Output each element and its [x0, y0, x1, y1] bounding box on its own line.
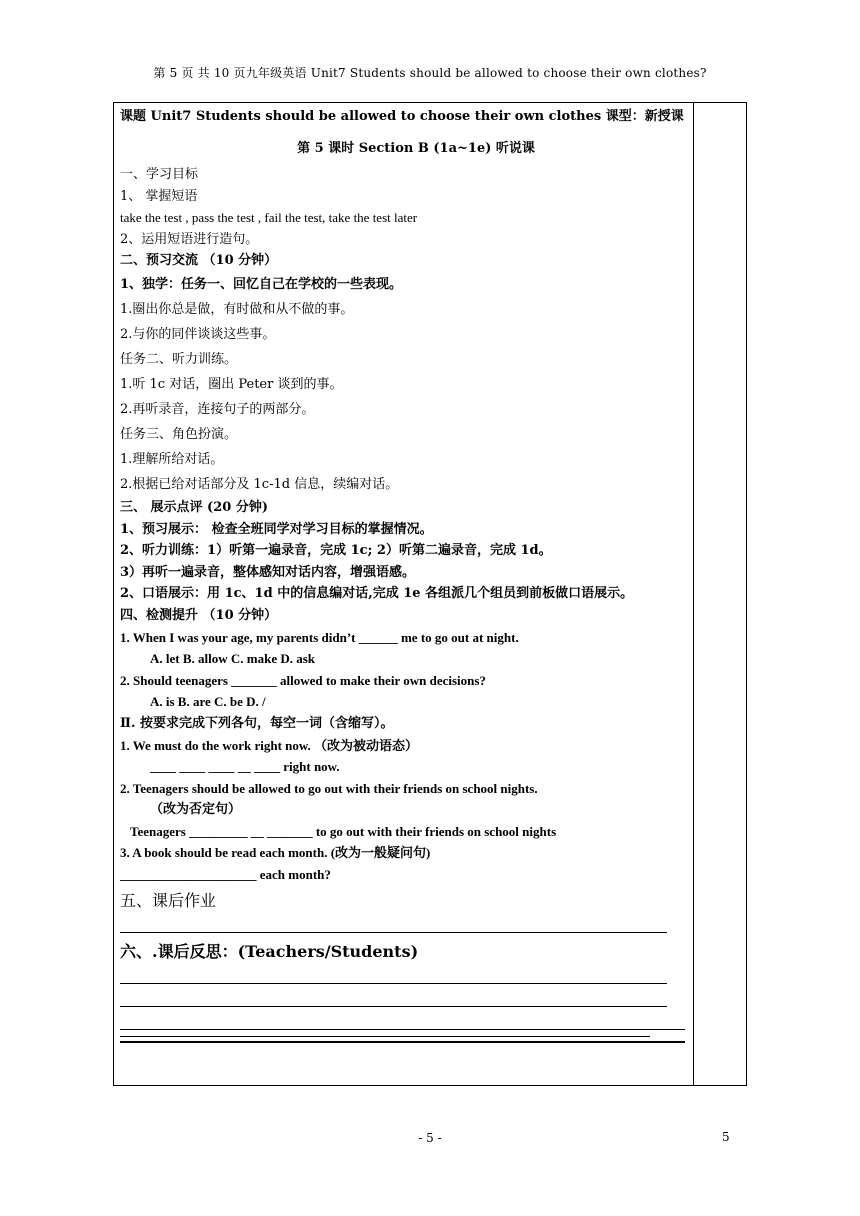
- rewrite-2-blank: Teenagers _________ __ _______ to go out with their friends on school nights: [130, 823, 557, 839]
- show-heading: 三、 展示点评 (20 分钟): [120, 499, 268, 515]
- lesson-subtitle: 第 5 课时 Section B (1a~1e) 听说课: [297, 141, 535, 156]
- question-2-options: A. is B. are C. be D. /: [150, 694, 266, 710]
- question-1-options: A. let B. allow C. make D. ask: [150, 651, 316, 667]
- lesson-content: [120, 104, 692, 1046]
- rewrite-1-blank: ____ ____ ____ __ ____ right now.: [150, 759, 340, 775]
- task2-item1: 1.听 1c 对话，圈出 Peter 谈到的事。: [120, 376, 343, 392]
- rewrite-2-note: （改为否定句）: [150, 802, 242, 818]
- question-1: 1. When I was your age, my parents didn’t ______ me to go out at night.: [120, 629, 519, 645]
- task3-item1: 1.理解所给对话。: [120, 451, 224, 467]
- question-2: 2. Should teenagers _______ allowed to make their own decisions?: [120, 672, 486, 688]
- page-header: 第 5 页 共 10 页九年级英语 Unit7 Students should be allowed to choose their own clothes?: [153, 66, 707, 80]
- show-item1: 1、预习展示： 检查全班同学对学习目标的掌握情况。: [120, 521, 433, 537]
- reflection-line: [120, 965, 692, 988]
- reflection-end-rule: [120, 1034, 692, 1046]
- goals-heading: 一、学习目标: [120, 167, 199, 182]
- table-column-divider: [693, 102, 694, 1086]
- lesson-title: 课题 Unit7 Students should be allowed to choose their own clothes 课型：新授课: [120, 109, 684, 124]
- show-item2: 2、听力训练：1）听第一遍录音，完成 1c; 2）听第二遍录音，完成 1d。: [120, 543, 552, 559]
- task3-item2: 2.根据已给对话部分及 1c-1d 信息，续编对话。: [120, 476, 399, 492]
- rewrite-3-blank: _____________________ each month?: [120, 867, 331, 883]
- rewrite-2: 2. Teenagers should be allowed to go out with their friends on school nights.: [120, 780, 538, 796]
- task2-heading: 任务二、听力训练。: [120, 351, 238, 367]
- homework-answer-line: [120, 914, 692, 937]
- reflection-heading: 六、.课后反思：(Teachers/Students): [120, 941, 419, 961]
- show-item3: 3）再听一遍录音，整体感知对话内容，增强语感。: [120, 564, 416, 580]
- phrase-list: take the test , pass the test , fail the test, take the test later: [120, 210, 418, 226]
- test-heading: 四、检测提升 （10 分钟）: [120, 607, 278, 623]
- reflection-line: [120, 988, 692, 1011]
- homework-heading: 五、课后作业: [120, 890, 217, 910]
- page-number-center: - 5 -: [418, 1131, 442, 1145]
- reflection-line: [120, 1011, 692, 1034]
- task2-item2: 2.再听录音，连接句子的两部分。: [120, 401, 315, 417]
- preview-heading: 二、预习交流 （10 分钟）: [120, 253, 278, 269]
- task1-item2: 2.与你的同伴谈谈这些事。: [120, 326, 276, 342]
- goal-1: 1、 掌握短语: [120, 188, 198, 204]
- task1-item1: 1.圈出你总是做，有时做和从不做的事。: [120, 301, 354, 317]
- part2-heading: Ⅱ. 按要求完成下列各句，每空一词（含缩写）。: [120, 715, 394, 731]
- rewrite-3: 3. A book should be read each month. (改为一般疑问句): [120, 845, 431, 861]
- show-item4: 2、口语展示：用 1c、1d 中的信息编对话,完成 1e 各组派几个组员到前板做口语展示。: [120, 586, 634, 602]
- task3-heading: 任务三、角色扮演。: [120, 426, 238, 442]
- rewrite-1: 1. We must do the work right now. （改为被动语态）: [120, 737, 419, 753]
- page-number-right: 5: [722, 1130, 730, 1144]
- self-study: 1、独学：任务一、回忆自己在学校的一些表现。: [120, 276, 403, 292]
- goal-2: 2、运用短语进行造句。: [120, 231, 259, 247]
